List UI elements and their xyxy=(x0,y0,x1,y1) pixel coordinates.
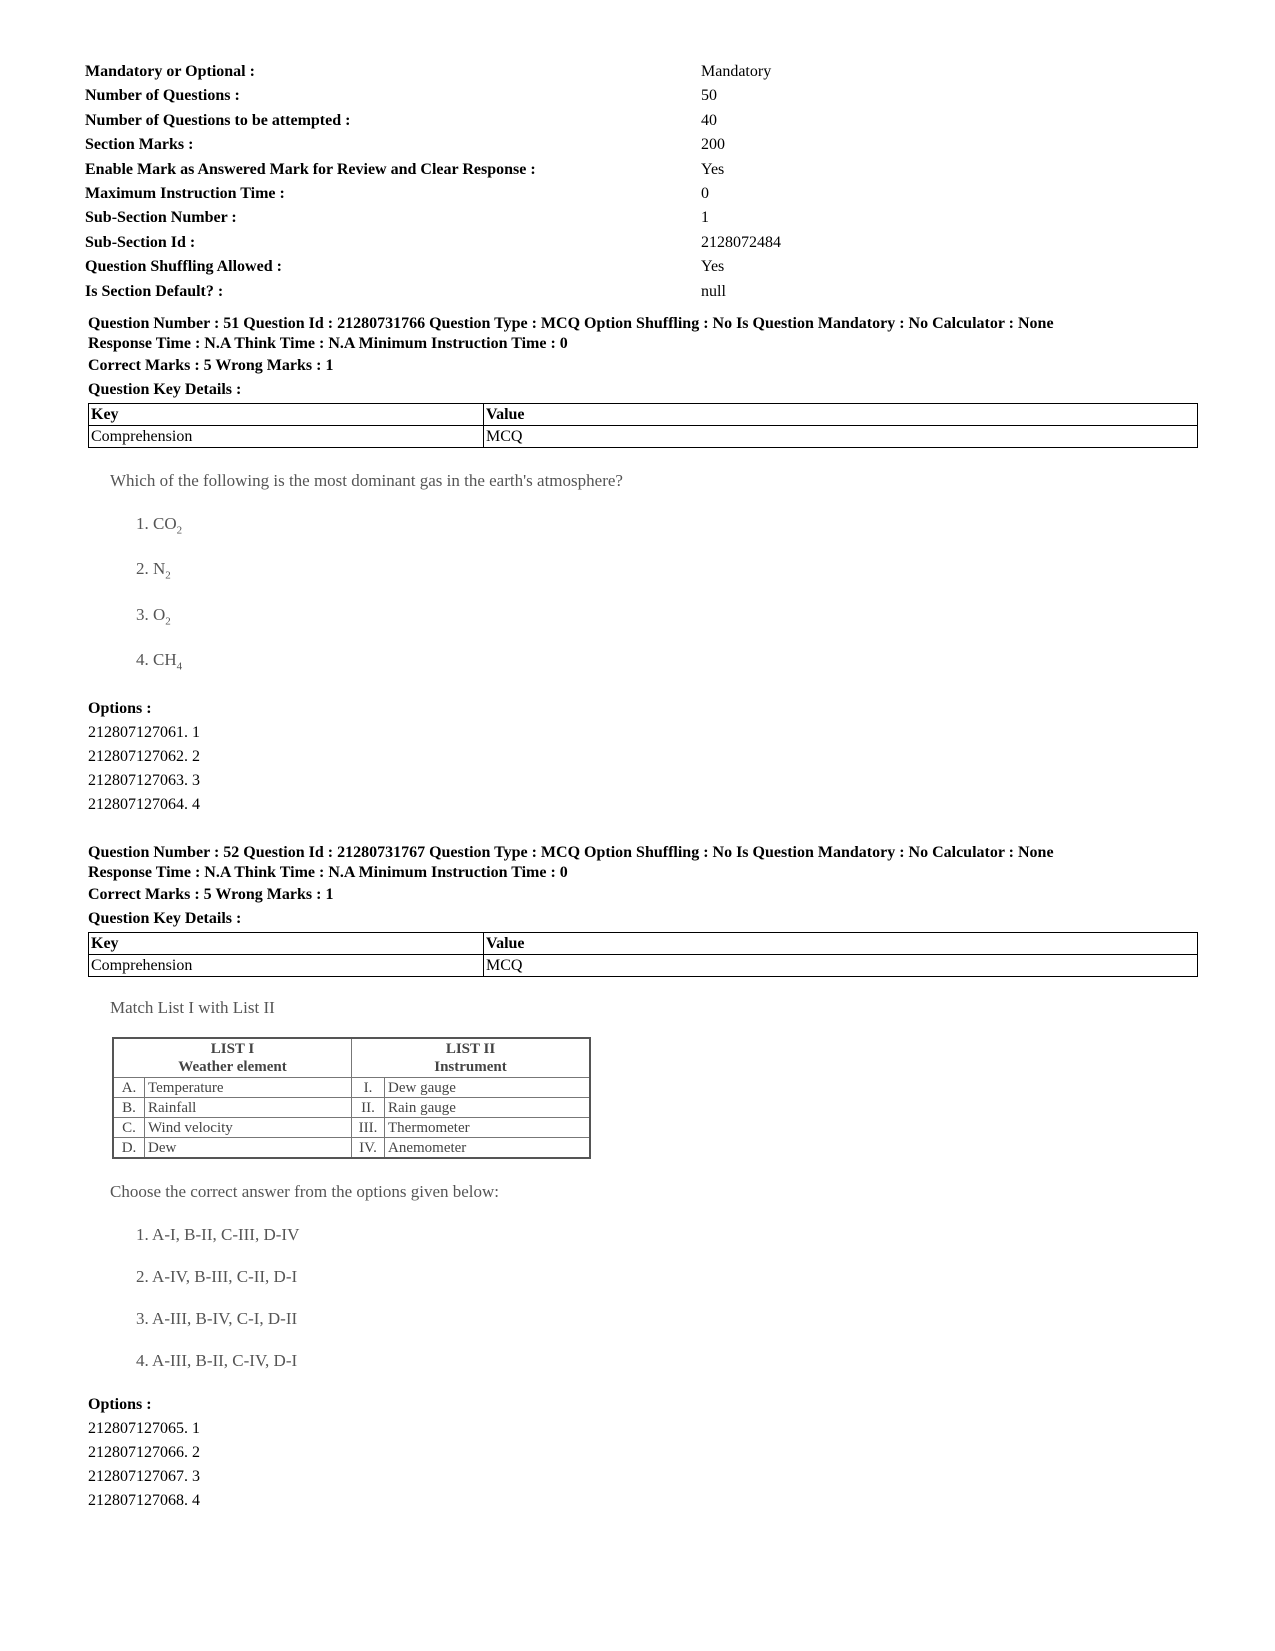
meta-label: Maximum Instruction Time : xyxy=(85,184,285,202)
choice-text: 1. CO xyxy=(136,514,177,533)
key-details-table xyxy=(88,932,1198,977)
table-row xyxy=(89,955,1198,977)
meta-value: 0 xyxy=(701,184,709,202)
list1-item: Rainfall xyxy=(145,1098,352,1118)
meta-row xyxy=(85,280,845,304)
match-row xyxy=(113,1138,590,1159)
question-51 xyxy=(88,314,1198,817)
option-item: 212807127061. 1 xyxy=(88,723,200,741)
list2-item: Rain gauge xyxy=(385,1098,591,1118)
question-stem: Which of the following is the most dominant gas in the earth's atmosphere? xyxy=(110,471,623,490)
meta-value: Yes xyxy=(701,258,725,276)
list1-subtitle: Weather element xyxy=(178,1059,287,1075)
choice xyxy=(136,650,1198,672)
choice: 2. A-IV, B-III, C-II, D-I xyxy=(136,1267,298,1286)
choice-text: 3. O xyxy=(136,604,166,624)
list2-numeral: III. xyxy=(352,1118,385,1138)
meta-value: null xyxy=(701,282,726,300)
choice-text: 4. CH xyxy=(136,650,177,670)
meta-row xyxy=(85,182,845,206)
key-details-table xyxy=(88,403,1198,448)
meta-value: 1 xyxy=(701,209,709,227)
option-item: 212807127066. 2 xyxy=(88,1444,200,1461)
table-header-row xyxy=(89,404,1198,426)
table-header-value: Value xyxy=(484,404,1198,426)
table-cell-value: MCQ xyxy=(484,955,1198,977)
option-item: 212807127067. 3 xyxy=(88,1468,200,1485)
list2-item: Anemometer xyxy=(385,1138,591,1159)
table-cell-value: MCQ xyxy=(484,426,1198,448)
list2-numeral: IV. xyxy=(352,1138,385,1159)
options-title: Options : xyxy=(88,699,152,717)
meta-label: Sub-Section Number : xyxy=(85,209,237,227)
match-row xyxy=(113,1098,590,1118)
table-header-key: Key xyxy=(89,933,484,955)
meta-value: 2128072484 xyxy=(701,233,781,251)
match-table xyxy=(112,1037,591,1159)
choice-subscript: 2 xyxy=(165,615,171,628)
question-marks: Correct Marks : 5 Wrong Marks : 1 xyxy=(88,886,334,903)
meta-label: Section Marks : xyxy=(85,136,194,154)
choice-subscript: 2 xyxy=(165,569,171,582)
table-cell-key: Comprehension xyxy=(89,955,484,977)
choice: 4. A-III, B-II, C-IV, D-I xyxy=(136,1351,298,1370)
list1-title: LIST I xyxy=(210,1041,255,1057)
list1-item: Wind velocity xyxy=(145,1118,352,1138)
question-header: Question Number : 52 Question Id : 21280731767 Question Type : MCQ Option Shuffling : No Is Question Mandatory : No Calculator : None xyxy=(88,844,1054,861)
meta-label: Is Section Default? : xyxy=(85,282,224,300)
meta-row xyxy=(85,109,845,133)
choice: 3. A-III, B-IV, C-I, D-II xyxy=(136,1309,298,1328)
match-header-row xyxy=(113,1038,590,1078)
question-image xyxy=(88,470,1198,673)
meta-value: 50 xyxy=(701,87,717,105)
list2-numeral: II. xyxy=(352,1098,385,1118)
question-image xyxy=(88,997,1198,1371)
list1-item: Dew xyxy=(145,1138,352,1159)
match-row xyxy=(113,1078,590,1098)
choice-subscript: 4 xyxy=(176,660,183,673)
question-timing: Response Time : N.A Think Time : N.A Minimum Instruction Time : 0 xyxy=(88,335,568,352)
option-item: 212807127063. 3 xyxy=(88,771,200,789)
meta-label: Question Shuffling Allowed : xyxy=(85,258,282,276)
list1-header xyxy=(113,1038,352,1078)
meta-label: Number of Questions : xyxy=(85,87,240,105)
match-row xyxy=(113,1118,590,1138)
choice: 1. A-I, B-II, C-III, D-IV xyxy=(136,1225,300,1244)
section-metadata xyxy=(85,60,845,304)
meta-row xyxy=(85,255,845,279)
list1-letter: A. xyxy=(113,1078,145,1098)
meta-value: 40 xyxy=(701,111,717,129)
question-52 xyxy=(88,843,1198,1513)
options-title: Options : xyxy=(88,1396,152,1413)
meta-row xyxy=(85,133,845,157)
meta-row xyxy=(85,206,845,230)
list1-item: Temperature xyxy=(145,1078,352,1098)
choice xyxy=(136,514,1198,536)
question-stem: Match List I with List II xyxy=(110,998,275,1017)
meta-label: Number of Questions to be attempted : xyxy=(85,111,351,129)
list2-item: Thermometer xyxy=(385,1118,591,1138)
question-instruction: Choose the correct answer from the options given below: xyxy=(110,1182,500,1201)
choice-subscript: 2 xyxy=(176,524,183,537)
table-row xyxy=(89,426,1198,448)
table-cell-key: Comprehension xyxy=(89,426,484,448)
list2-subtitle: Instrument xyxy=(434,1059,507,1075)
option-item: 212807127062. 2 xyxy=(88,747,200,765)
question-timing: Response Time : N.A Think Time : N.A Minimum Instruction Time : 0 xyxy=(88,864,568,881)
table-header-row xyxy=(89,933,1198,955)
choice xyxy=(136,559,1198,581)
list1-letter: D. xyxy=(113,1138,145,1159)
table-header-value: Value xyxy=(484,933,1198,955)
meta-row xyxy=(85,60,845,84)
list2-header xyxy=(352,1038,591,1078)
meta-label: Sub-Section Id : xyxy=(85,233,196,251)
list2-title: LIST II xyxy=(445,1041,496,1057)
option-item: 212807127068. 4 xyxy=(88,1492,200,1509)
meta-row xyxy=(85,158,845,182)
list1-letter: B. xyxy=(113,1098,145,1118)
list2-numeral: I. xyxy=(352,1078,385,1098)
option-item: 212807127065. 1 xyxy=(88,1420,200,1437)
meta-value: Yes xyxy=(701,160,725,178)
list2-item: Dew gauge xyxy=(385,1078,591,1098)
meta-value: 200 xyxy=(701,136,725,154)
choice-text: 2. N xyxy=(136,559,166,579)
key-details-title: Question Key Details : xyxy=(88,381,242,398)
meta-label: Mandatory or Optional : xyxy=(85,63,255,80)
meta-value: Mandatory xyxy=(701,63,772,80)
question-header: Question Number : 51 Question Id : 21280731766 Question Type : MCQ Option Shuffling : No Is Question Mandatory : No Calculator : None xyxy=(88,315,1054,332)
option-item: 212807127064. 4 xyxy=(88,795,200,813)
list1-letter: C. xyxy=(113,1118,145,1138)
meta-row xyxy=(85,231,845,255)
meta-row xyxy=(85,84,845,108)
meta-label: Enable Mark as Answered Mark for Review and Clear Response : xyxy=(85,160,536,178)
key-details-title: Question Key Details : xyxy=(88,910,242,927)
table-header-key: Key xyxy=(89,404,484,426)
choice xyxy=(136,605,1198,627)
question-marks: Correct Marks : 5 Wrong Marks : 1 xyxy=(88,357,334,374)
